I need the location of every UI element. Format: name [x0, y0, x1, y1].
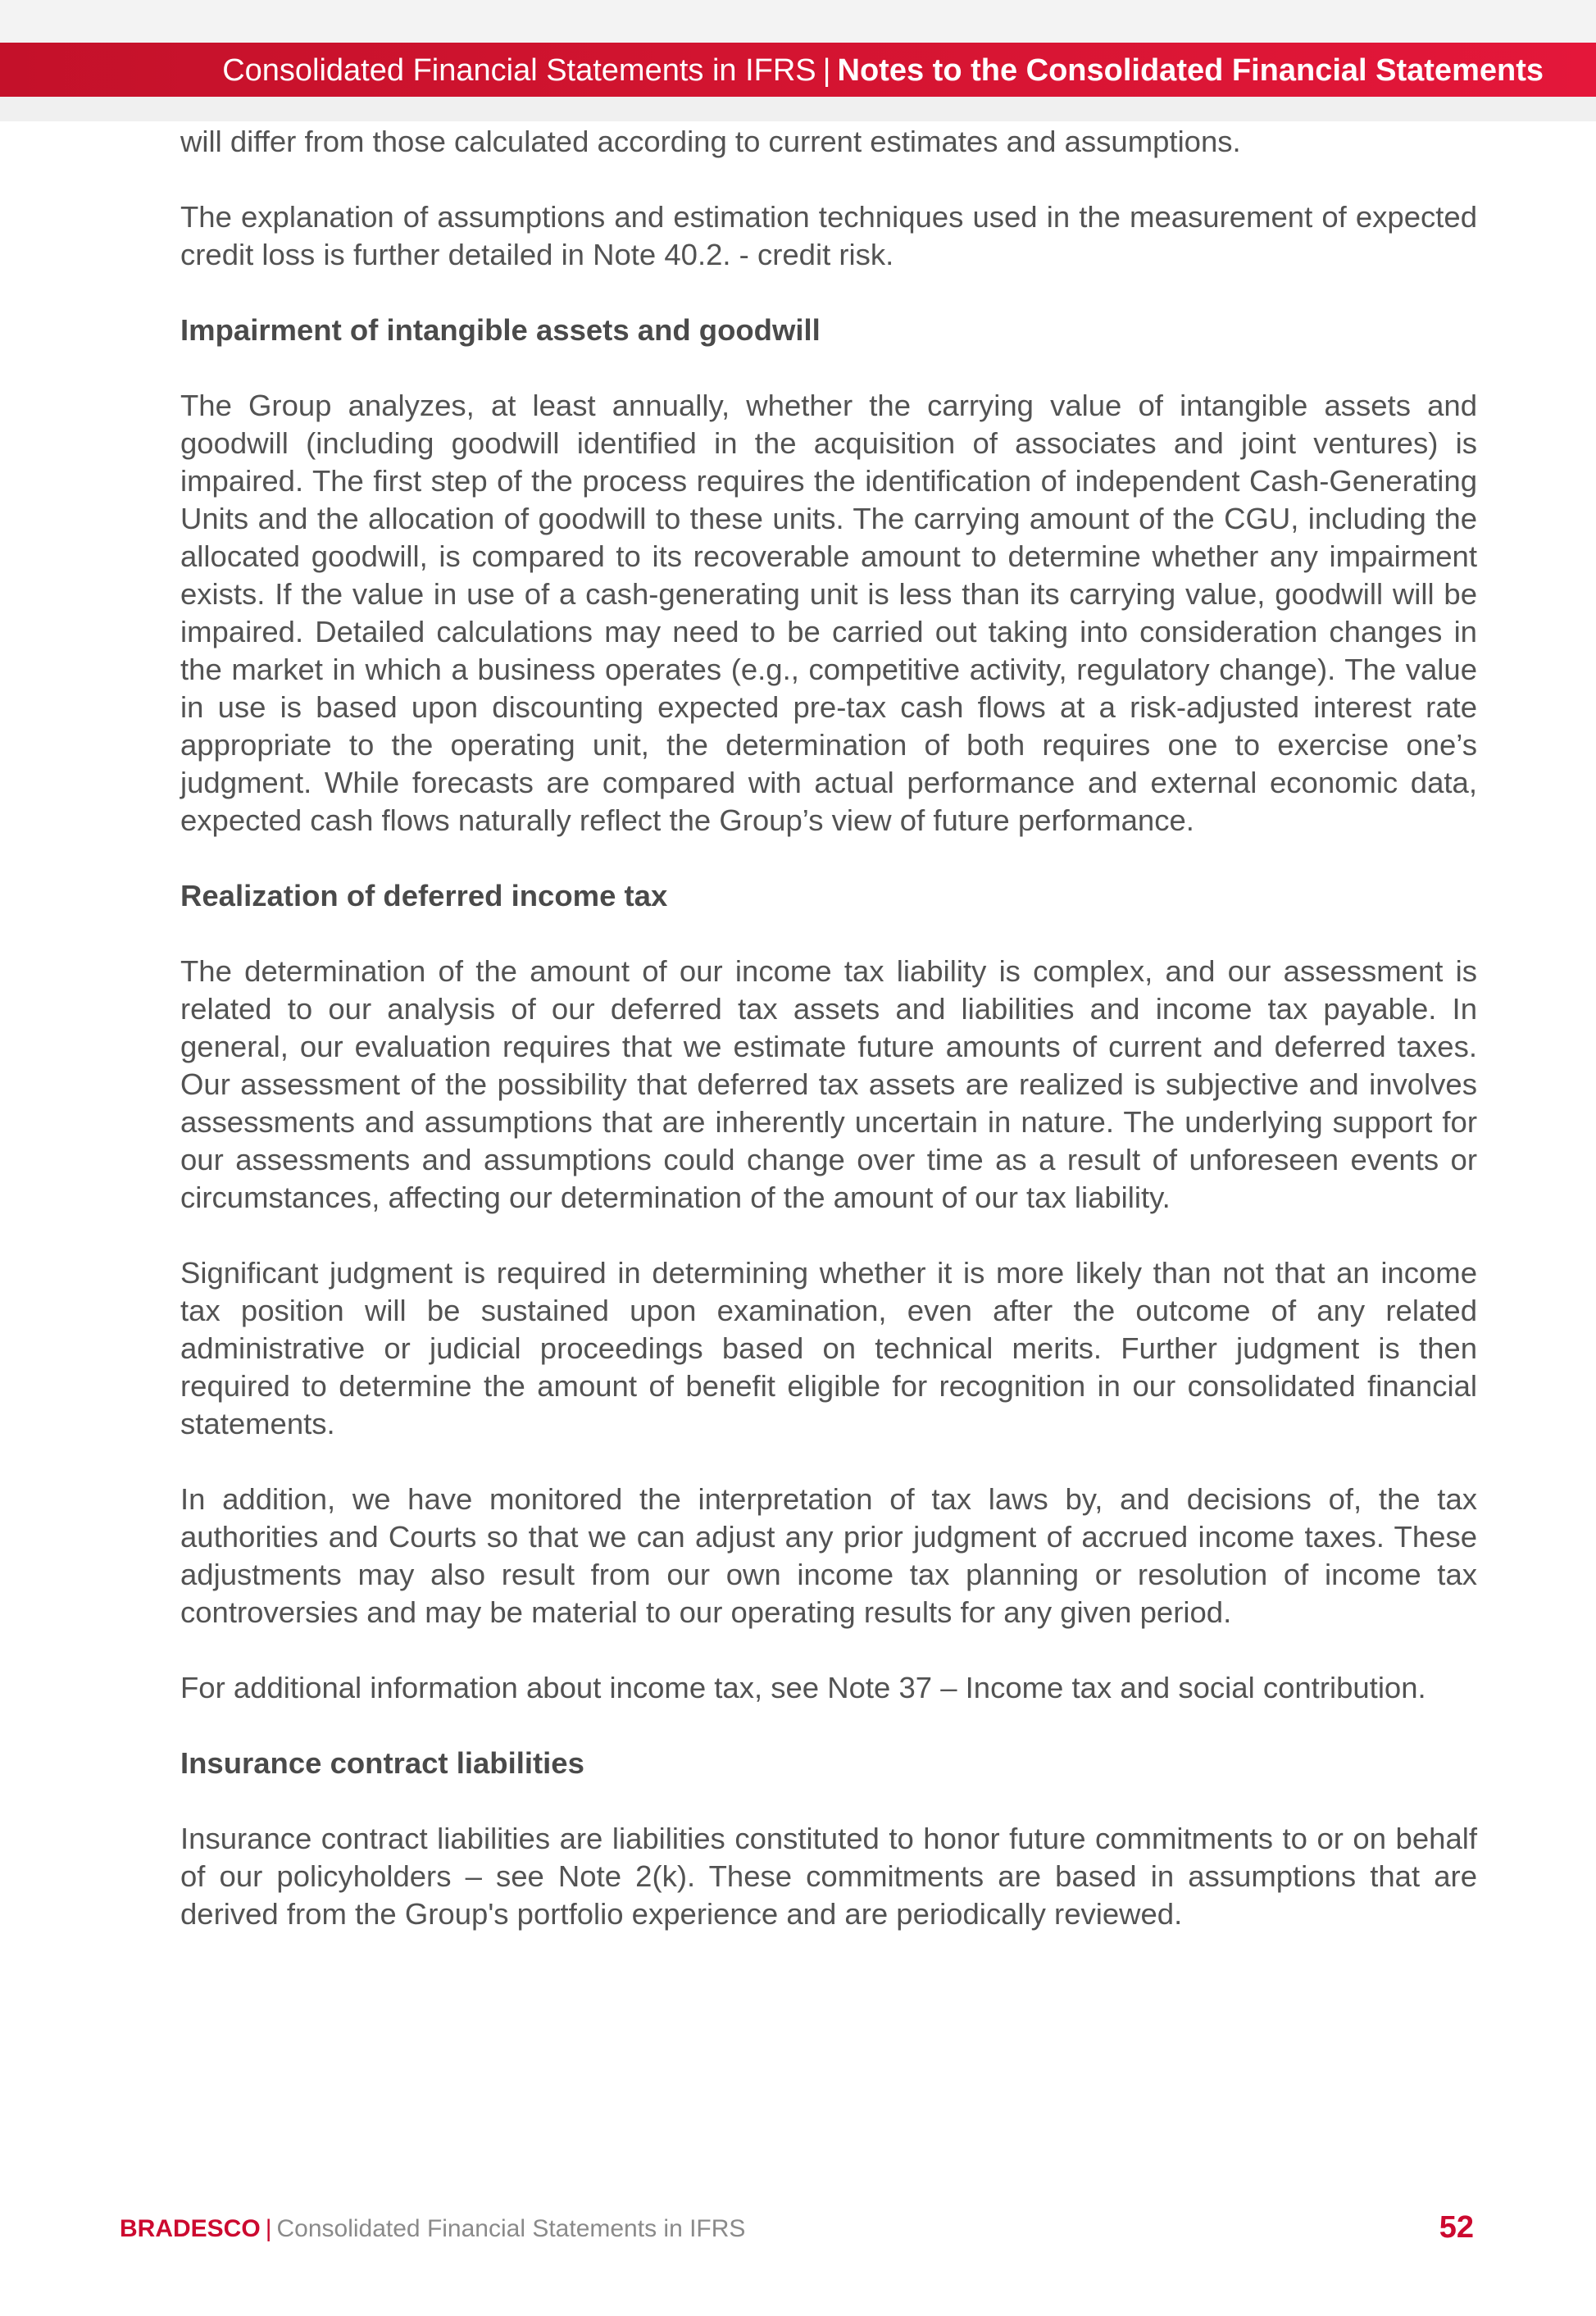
section-deferred-income-tax	[180, 877, 1477, 1707]
section-heading: Impairment of intangible assets and goodwill	[180, 313, 821, 347]
header-section: Consolidated Financial Statements in IFRS	[222, 53, 816, 88]
intro-paragraph: The explanation of assumptions and estimation techniques used in the measurement of expected credit loss is further detailed in Note 40.2. - credit risk.	[180, 200, 1477, 271]
section-paragraph: For additional information about income tax, see Note 37 – Income tax and social contribution.	[180, 1671, 1426, 1704]
header-bar	[0, 43, 1596, 97]
document-body	[180, 123, 1477, 1971]
page-footer	[120, 2209, 1474, 2249]
section-impairment	[180, 312, 1477, 839]
section-heading: Insurance contract liabilities	[180, 1746, 584, 1780]
section-heading: Realization of deferred income tax	[180, 879, 668, 912]
section-paragraph: Significant judgment is required in determining whether it is more likely than not that an income tax position will be sustained upon examination, even after the outcome of any related administrative or judicial proceedings based on technical merits. Further judgment is then required to determine the amount of benefit eligible for recognition in our consolidated financial statements.	[180, 1256, 1477, 1440]
intro-continuation: will differ from those calculated according to current estimates and assumptions.	[180, 125, 1241, 158]
top-strip	[0, 0, 1596, 43]
footer-separator: |	[265, 2215, 272, 2242]
header-shadow-band	[0, 97, 1596, 121]
header-separator: |	[822, 53, 831, 88]
section-paragraph: The determination of the amount of our income tax liability is complex, and our assessment is related to our analysis of our deferred tax assets and liabilities and income tax payable. In general, our evaluation requires that we estimate future amounts of current and deferred taxes. Our assessment of the possibility that deferred tax assets are realized is subjective and involves assessments and assumptions that are inherently uncertain in nature. The underlying support for our assessments and assumptions could change over time as a result of unforeseen events or circumstances, affecting our determination of the amount of our tax liability.	[180, 954, 1477, 1214]
header-chapter: Notes to the Consolidated Financial Statements	[837, 53, 1544, 88]
footer-document-title: Consolidated Financial Statements in IFRS	[276, 2215, 746, 2242]
section-paragraph: Insurance contract liabilities are liabilities constituted to honor future commitments to or on behalf of our policyholders – see Note 2(k). These commitments are based in assumptions that are derived from the Group's portfolio experience and are periodically reviewed.	[180, 1822, 1477, 1931]
header-title	[222, 52, 1544, 89]
section-paragraph: The Group analyzes, at least annually, whether the carrying value of intangible assets and goodwill (including goodwill identified in the acquisition of associates and joint ventures) is impaired. The first step of the process requires the identification of independent Cash-Generating Units and the allocation of goodwill to these units. The carrying amount of the CGU, including the allocated goodwill, is compared to its recoverable amount to determine whether any impairment exists. If the value in use of a cash-generating unit is less than its carrying value, goodwill will be impaired. Detailed calculations may need to be carried out taking into consideration changes in the market in which a business operates (e.g., competitive activity, regulatory change). The value in use is based upon discounting expected pre-tax cash flows at a risk-adjusted interest rate appropriate to the operating unit, the determination of both requires one to exercise one’s judgment. While forecasts are compared with actual performance and external economic data, expected cash flows naturally reflect the Group’s view of future performance.	[180, 389, 1477, 837]
section-paragraph: In addition, we have monitored the interpretation of tax laws by, and decisions of, the tax authorities and Courts so that we can adjust any prior judgment of accrued income taxes. These adjustments may also result from our own income tax planning or resolution of income tax controversies and may be material to our operating results for any given period.	[180, 1482, 1477, 1629]
footer-label	[120, 2214, 745, 2244]
section-insurance-liabilities	[180, 1745, 1477, 1933]
page-number: 52	[1439, 2210, 1474, 2245]
footer-brand: BRADESCO	[120, 2215, 261, 2242]
